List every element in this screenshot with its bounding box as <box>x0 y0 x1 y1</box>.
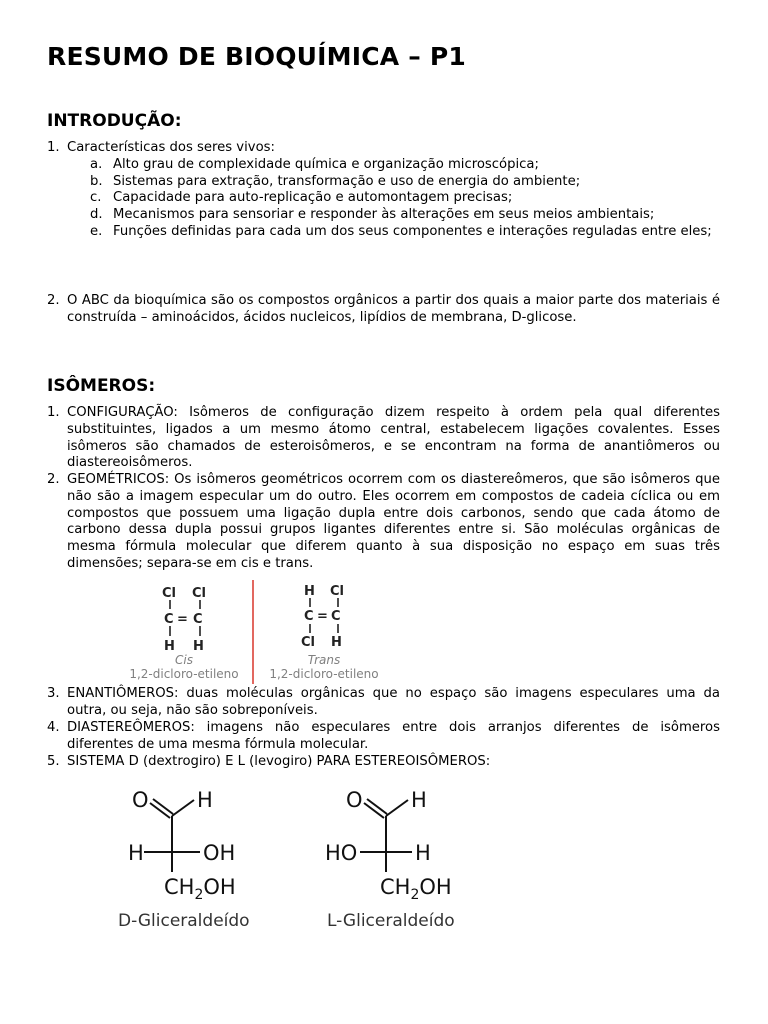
isomer-item-4 <box>47 720 720 754</box>
sub-item-c <box>67 190 720 207</box>
cis-top-left-atom: Cl <box>162 586 176 601</box>
d-aldehyde-h: H <box>197 788 213 812</box>
sub-letter: b. <box>90 173 103 189</box>
trans-label: Trans <box>307 653 341 667</box>
isomer-item-5 <box>47 754 720 771</box>
isomers-heading: ISÔMEROS: <box>47 376 156 396</box>
l-right-group: H <box>415 841 431 865</box>
cis-trans-diagram <box>118 580 398 684</box>
list-number: 1. <box>47 140 60 155</box>
sub-text: Alto grau de complexidade química e organização microscópica; <box>113 156 539 172</box>
sub-item-b <box>67 174 720 191</box>
d-glyceraldehyde <box>118 788 250 931</box>
list-number: 2. <box>47 293 60 308</box>
trans-compound-name: 1,2-dicloro-etileno <box>269 667 379 681</box>
sub-letter: d. <box>90 207 103 223</box>
trans-double-bond: = <box>317 609 328 624</box>
d-bottom-group <box>164 875 236 903</box>
l-glyceraldehyde-name: L-Gliceraldeído <box>327 911 455 931</box>
isomer-item-3 <box>47 686 720 720</box>
trans-top-left-atom: H <box>304 584 315 599</box>
glyceraldehyde-diagram <box>110 782 480 932</box>
trans-right-carbon: C <box>331 609 341 624</box>
cis-structure <box>162 586 206 654</box>
l-aldehyde-h: H <box>411 788 427 812</box>
trans-bottom-left-atom: Cl <box>301 635 315 650</box>
d-left-group: H <box>128 841 144 865</box>
list-number: 4. <box>47 720 60 735</box>
l-bottom-group <box>380 875 452 903</box>
cis-double-bond: = <box>177 612 188 627</box>
sub-text: Sistemas para extração, transformação e uso de energia do ambiente; <box>113 173 581 189</box>
sub-text: Funções definidas para cada um dos seus componentes e interações reguladas entre eles; <box>113 223 712 239</box>
trans-left-carbon: C <box>304 609 314 624</box>
l-bottom-sub: 2 <box>410 887 420 903</box>
intro-heading: INTRODUÇÃO: <box>47 111 182 131</box>
trans-top-right-atom: Cl <box>330 584 344 599</box>
sub-item-d <box>67 207 720 224</box>
list-number: 1. <box>47 405 60 420</box>
isomer-item-text: ENANTIÔMEROS: duas moléculas orgânicas que no espaço são imagens especulares uma da outra, ou seja, não são sobreponíveis. <box>67 686 720 718</box>
d-right-group: OH <box>203 841 236 865</box>
document-title: RESUMO DE BIOQUÍMICA – P1 <box>47 42 466 71</box>
trans-bottom-right-atom: H <box>331 635 342 650</box>
cis-bottom-right-atom: H <box>193 639 204 654</box>
l-bottom-ch: CH <box>380 875 411 899</box>
intro-item-2-text: O ABC da bioquímica são os compostos orgânicos a partir dos quais a maior parte dos materiais é construída – aminoácidos, ácidos nucleicos, lipídios de membrana, D-glicose. <box>67 293 720 325</box>
l-glyceraldehyde <box>325 788 455 931</box>
isomer-item-text: GEOMÉTRICOS: Os isômeros geométricos ocorrem com os diastereômeros, que são isômeros que não são a imagem especular um do outro. Eles ocorrem em compostos de cadeia cíclica ou em compostos que possuem uma ligação dupla entre dois carbonos, sendo que cada átomo de carbono dessa dupla possui grupos ligantes diferentes entre si. São moléculas orgânicas de mesma fórmula molecular que diferem quanto à sua disposição no espaço em suas três dimensões; separa-se em cis e trans. <box>67 472 720 571</box>
intro-item-1-text: Características dos seres vivos: <box>67 140 275 155</box>
cis-compound-name: 1,2-dicloro-etileno <box>129 667 239 681</box>
intro-item-2 <box>47 293 720 327</box>
isomer-item-text: CONFIGURAÇÃO: Isômeros de configuração dizem respeito à ordem pela qual diferentes substituintes, ligados a um mesmo átomo central, estabelecem ligações covalentes. Esses isômeros são chamados de esteroisômeros, e se encontram na forma de anantiômeros ou diastereoisômeros. <box>67 405 720 471</box>
sub-item-a <box>67 157 720 174</box>
l-bottom-oh: OH <box>419 875 452 899</box>
list-number: 2. <box>47 472 60 487</box>
l-left-group: HO <box>325 841 358 865</box>
isomer-item-2 <box>47 472 720 573</box>
cis-right-carbon: C <box>193 612 203 627</box>
d-bottom-ch: CH <box>164 875 195 899</box>
isomer-item-text: SISTEMA D (dextrogiro) E L (levogiro) PARA ESTEREOISÔMEROS: <box>67 754 491 769</box>
cis-top-right-atom: Cl <box>192 586 206 601</box>
sub-letter: c. <box>90 190 102 206</box>
cis-bottom-left-atom: H <box>164 639 175 654</box>
cis-left-carbon: C <box>164 612 174 627</box>
sub-item-e <box>67 224 720 241</box>
isomer-item-1 <box>47 405 720 472</box>
sub-text: Mecanismos para sensoriar e responder às alterações em seus meios ambientais; <box>113 207 655 223</box>
sub-text: Capacidade para auto-replicação e automontagem precisas; <box>113 190 513 206</box>
list-number: 3. <box>47 686 60 701</box>
d-glyceraldehyde-name: D-Gliceraldeído <box>118 911 250 931</box>
isomer-item-text: DIASTEREÔMEROS: imagens não especulares entre dois arranjos diferentes de isômeros diferentes de uma mesma fórmula molecular. <box>67 720 720 752</box>
trans-structure <box>301 584 344 650</box>
l-oxygen: O <box>346 788 363 812</box>
list-number: 5. <box>47 754 60 769</box>
sub-letter: a. <box>90 156 103 172</box>
d-oxygen: O <box>132 788 149 812</box>
cis-label: Cis <box>175 653 193 667</box>
intro-item-1 <box>47 140 720 241</box>
d-bottom-oh: OH <box>203 875 236 899</box>
sub-letter: e. <box>90 223 103 239</box>
d-bottom-sub: 2 <box>194 887 204 903</box>
